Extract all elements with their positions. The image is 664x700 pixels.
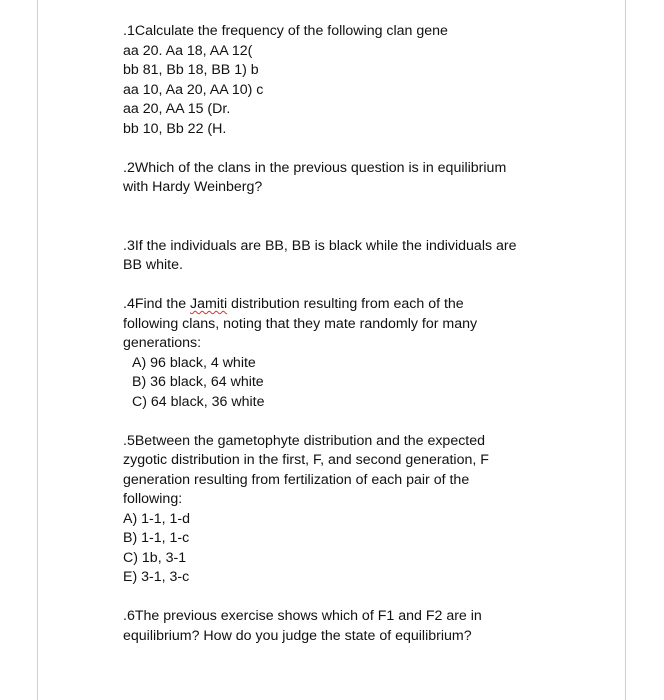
q5-option-c: C) 1b, 3-1 (123, 549, 187, 566)
question-4 (123, 295, 593, 412)
q1-line-1: .1Calculate the frequency of the following clan gene (123, 23, 448, 39)
q4-option-c: C) 64 black, 36 white (132, 393, 265, 410)
page-edge-right (625, 0, 626, 700)
q4-option-a: A) 96 black, 4 white (132, 354, 256, 371)
q5-option-e: E) 3-1, 3-c (123, 569, 190, 585)
q1-line-2: aa 20. Aa 18, AA 12( (123, 42, 253, 59)
page-edge-left (37, 0, 38, 700)
q5-option-b: B) 1-1, 1-c (123, 530, 190, 546)
question-5 (123, 432, 593, 588)
q5-line-1: .5Between the gametophyte distribution and the expected (123, 432, 486, 449)
q3-line-2: BB white. (123, 257, 183, 273)
q1-line-3: bb 81, Bb 18, BB 1) b (123, 62, 259, 78)
q4-option-b: B) 36 black, 64 white (132, 374, 264, 390)
q5-line-4: following: (123, 491, 183, 507)
q4-line-2: following clans, noting that they mate randomly for many (123, 315, 478, 332)
q6-line-2: equilibrium? How do you judge the state of equilibrium? (123, 627, 472, 644)
q1-line-5: aa 20, AA 15 (Dr. (123, 101, 231, 117)
spellcheck-word: Jamiti (190, 296, 228, 312)
q4-line-1-pre: .4Find the (123, 296, 191, 312)
question-3 (123, 237, 593, 276)
question-6 (123, 607, 593, 646)
document-body (123, 22, 593, 646)
q5-line-2: zygotic distribution in the first, F, and second generation, F (123, 452, 489, 468)
q4-line-1-post: distribution resulting from each of the (227, 296, 464, 312)
q4-line-1 (123, 295, 593, 315)
question-1 (123, 22, 593, 139)
q3-line-1: .3If the individuals are BB, BB is black while the individuals are (123, 237, 517, 254)
q1-line-4: aa 10, Aa 20, AA 10) c (123, 81, 264, 98)
q2-line-1: .2Which of the clans in the previous question is in equilibrium (123, 159, 507, 176)
question-2 (123, 159, 593, 198)
q5-option-a: A) 1-1, 1-d (123, 510, 191, 527)
q2-line-2: with Hardy Weinberg? (123, 179, 263, 195)
q6-line-1: .6The previous exercise shows which of F1 and F2 are in (123, 608, 482, 624)
q1-line-6: bb 10, Bb 22 (H. (123, 120, 227, 137)
q5-line-3: generation resulting from fertilization of each pair of the (123, 471, 470, 488)
q4-line-3: generations: (123, 335, 202, 351)
